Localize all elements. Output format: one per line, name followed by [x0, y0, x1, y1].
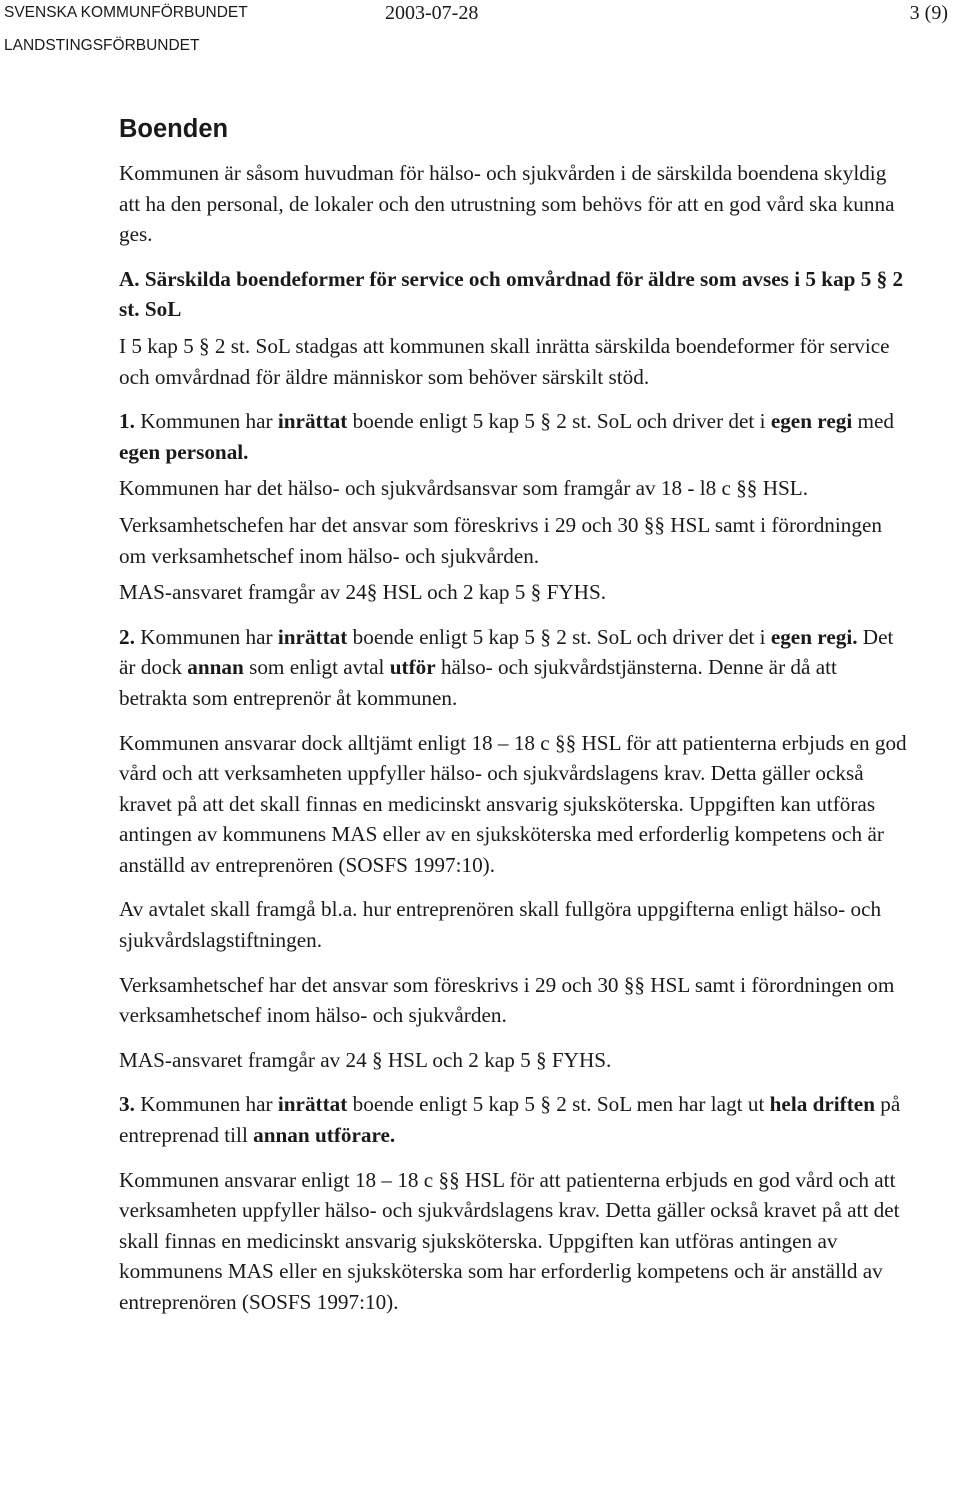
- case-3-bold-1: inrättat: [277, 1092, 348, 1117]
- case-2-paragraph-2: Av avtalet skall framgå bl.a. hur entreprenören skall fullgöra uppgifterna enligt hälso- och sjukvårdslagstiftningen.: [119, 897, 882, 953]
- document-body: [119, 106, 909, 1332]
- case-3-bold-2: hela driften: [769, 1092, 875, 1117]
- header-org-line2: LANDSTINGSFÖRBUNDET: [4, 37, 200, 54]
- case-2-heading: [119, 622, 909, 714]
- case-1-bold-3: egen personal.: [119, 439, 249, 464]
- case-2-text-3: Det är dock: [119, 624, 894, 680]
- case-3-text-1: Kommunen har: [134, 1092, 278, 1117]
- case-1-bold-1: inrättat: [277, 409, 348, 434]
- case-1-paragraph-1: Kommunen har det hälso- och sjukvårdsansvar som framgår av 18 - l8 c §§ HSL.: [119, 476, 809, 501]
- case-3-heading: [119, 1089, 909, 1150]
- page-header: [0, 4, 960, 54]
- case-2-paragraph-1: Kommunen ansvarar dock alltjämt enligt 18 – 18 c §§ HSL för att patienterna erbjuds en god vård och att verksamheten uppfyller hälso- och sjukvårdslagens krav. Detta gäller också kravet på att det skall finnas en medicinskt ansvarig sjuksköterska. Uppgiften kan utföras antingen av kommunens MAS eller av en sjuksköterska med erforderlig kompetens och är anställd av entreprenören (SOSFS 1997:10).: [119, 730, 907, 877]
- case-3-bold-3: annan utförare.: [253, 1123, 396, 1148]
- case-3-number: 3.: [119, 1092, 135, 1117]
- case-3-text-3: på entreprenad till: [119, 1092, 901, 1148]
- section-a-body: I 5 kap 5 § 2 st. SoL stadgas att kommunen skall inrätta särskilda boendeformer för service och omvårdnad för äldre människor som behöver särskilt stöd.: [119, 333, 890, 389]
- section-a-heading: A. Särskilda boendeformer för service och omvårdnad för äldre som avses i 5 kap 5 § 2 st. SoL: [119, 266, 904, 322]
- case-1-number: 1.: [119, 409, 135, 434]
- case-2-number: 2.: [119, 624, 135, 649]
- page-title: Boenden: [119, 115, 229, 143]
- case-3-paragraph-1: Kommunen ansvarar enligt 18 – 18 c §§ HSL för att patienterna erbjuds en god vård och att verksamheten uppfyller hälso- och sjukvårdslagens krav. Detta gäller också kravet på att det skall finnas en medicinskt ansvarig sjuksköterska. Uppgiften kan utföras antingen av kommunens MAS eller en sjuksköterska som har erforderlig kompetens och är anställd av entreprenören (SOSFS 1997:10).: [119, 1167, 900, 1314]
- case-1-bold-2: egen regi: [770, 409, 853, 434]
- case-1-text-1: Kommunen har: [134, 409, 278, 434]
- case-2-text-4: som enligt avtal: [243, 655, 390, 680]
- case-2-paragraph-4: MAS-ansvaret framgår av 24 § HSL och 2 kap 5 § FYHS.: [119, 1047, 612, 1072]
- case-1-heading: [119, 406, 909, 467]
- case-2-text-2: boende enligt 5 kap 5 § 2 st. SoL och driver det i: [347, 624, 771, 649]
- case-1-paragraph-3: MAS-ansvaret framgår av 24§ HSL och 2 kap 5 § FYHS.: [119, 580, 607, 605]
- header-date: 2003-07-28: [385, 2, 479, 24]
- intro-paragraph: Kommunen är såsom huvudman för hälso- och sjukvården i de särskilda boendena skyldig att ha den personal, de lokaler och den utrustning som behövs för att en god vård ska kunna ges.: [119, 161, 895, 247]
- case-1-paragraph-2: Verksamhetschefen har det ansvar som föreskrivs i 29 och 30 §§ HSL samt i förordningen om verksamhetschef inom hälso- och sjukvården.: [119, 512, 882, 568]
- case-2-text-1: Kommunen har: [134, 624, 278, 649]
- case-2-bold-2: egen regi.: [770, 624, 858, 649]
- case-2-bold-3: annan: [187, 655, 244, 680]
- case-1-text-2: boende enligt 5 kap 5 § 2 st. SoL och driver det i: [347, 409, 771, 434]
- case-2-bold-4: utför: [389, 655, 436, 680]
- header-org-line1: SVENSKA KOMMUNFÖRBUNDET: [4, 4, 248, 21]
- header-page-number: 3 (9): [909, 2, 948, 24]
- case-2-paragraph-3: Verksamhetschef har det ansvar som föreskrivs i 29 och 30 §§ HSL samt i förordningen om verksamhetschef inom hälso- och sjukvården.: [119, 972, 895, 1028]
- case-1-text-3: med: [852, 409, 894, 434]
- case-3-text-2: boende enligt 5 kap 5 § 2 st. SoL men har lagt ut: [347, 1092, 770, 1117]
- case-2-text-5: hälso- och sjukvårdstjänsterna. Denne är då att betrakta som entreprenör åt kommunen.: [119, 655, 837, 710]
- case-2-bold-1: inrättat: [277, 624, 348, 649]
